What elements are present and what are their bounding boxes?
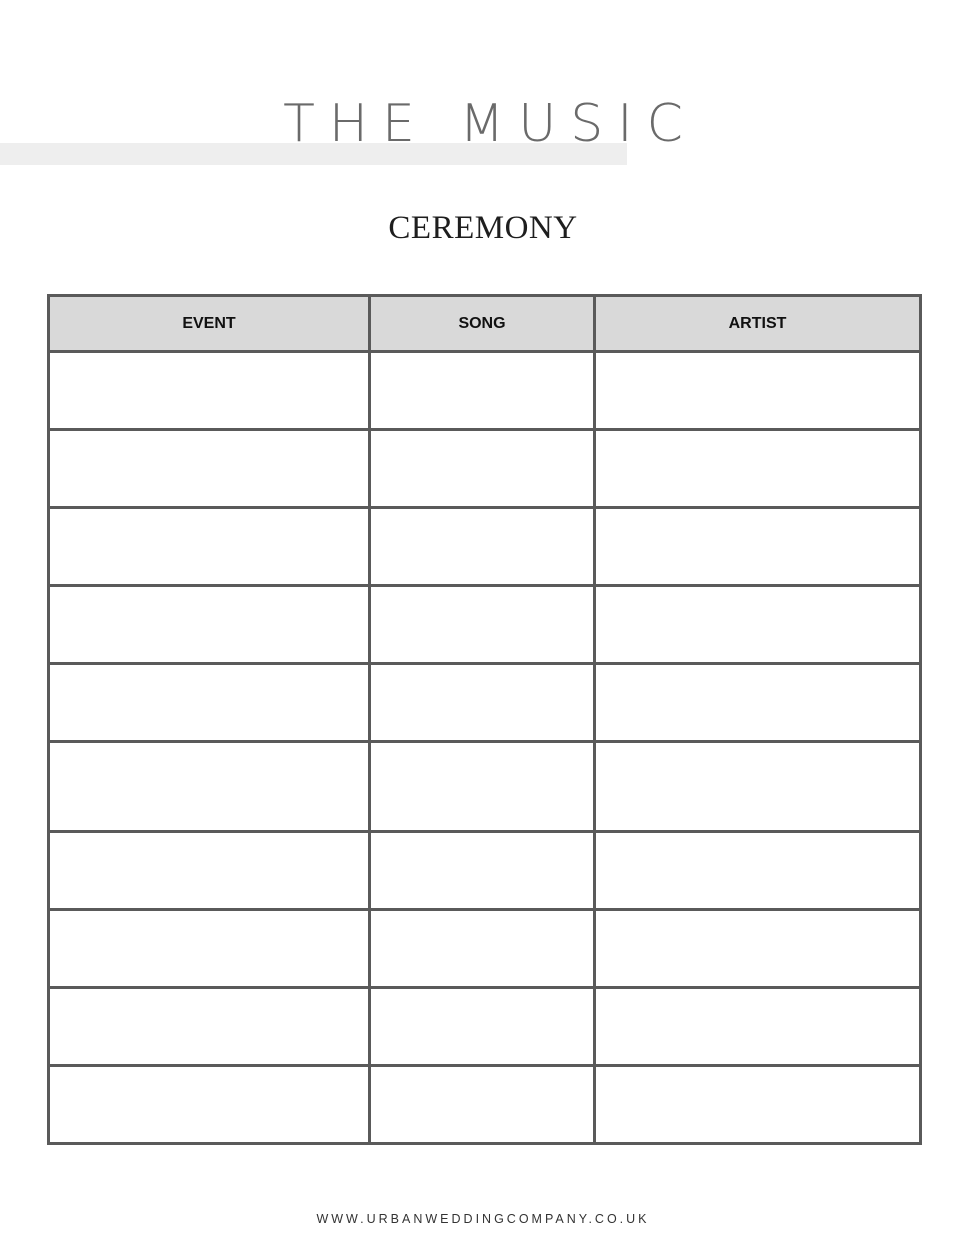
footer-website: WWW.URBANWEDDINGCOMPANY.CO.UK xyxy=(316,1212,650,1226)
artist-cell[interactable] xyxy=(595,1066,921,1144)
artist-cell[interactable] xyxy=(595,910,921,988)
artist-cell[interactable] xyxy=(595,508,921,586)
song-cell[interactable] xyxy=(370,1066,595,1144)
event-cell[interactable] xyxy=(49,664,370,742)
table-row xyxy=(49,988,921,1066)
artist-cell[interactable] xyxy=(595,586,921,664)
artist-cell[interactable] xyxy=(595,352,921,430)
table-row xyxy=(49,742,921,832)
event-cell[interactable] xyxy=(49,742,370,832)
event-cell[interactable] xyxy=(49,586,370,664)
music-table xyxy=(47,294,922,1145)
event-cell[interactable] xyxy=(49,430,370,508)
column-header-artist: ARTIST xyxy=(595,296,921,352)
table-header-row xyxy=(49,296,921,352)
table-row xyxy=(49,430,921,508)
event-cell[interactable] xyxy=(49,352,370,430)
song-cell[interactable] xyxy=(370,664,595,742)
artist-cell[interactable] xyxy=(595,988,921,1066)
event-cell[interactable] xyxy=(49,508,370,586)
artist-cell[interactable] xyxy=(595,832,921,910)
table-row xyxy=(49,1066,921,1144)
song-cell[interactable] xyxy=(370,742,595,832)
section-subtitle: CEREMONY xyxy=(388,210,578,246)
page-title: THE MUSIC xyxy=(283,94,697,154)
song-cell[interactable] xyxy=(370,508,595,586)
artist-cell[interactable] xyxy=(595,742,921,832)
event-cell[interactable] xyxy=(49,1066,370,1144)
column-header-song: SONG xyxy=(370,296,595,352)
table-row xyxy=(49,352,921,430)
table-row xyxy=(49,832,921,910)
table-row xyxy=(49,664,921,742)
event-cell[interactable] xyxy=(49,910,370,988)
song-cell[interactable] xyxy=(370,832,595,910)
event-cell[interactable] xyxy=(49,832,370,910)
song-cell[interactable] xyxy=(370,586,595,664)
artist-cell[interactable] xyxy=(595,430,921,508)
song-cell[interactable] xyxy=(370,352,595,430)
column-header-event: EVENT xyxy=(49,296,370,352)
table-row xyxy=(49,910,921,988)
table-row xyxy=(49,586,921,664)
song-cell[interactable] xyxy=(370,988,595,1066)
artist-cell[interactable] xyxy=(595,664,921,742)
song-cell[interactable] xyxy=(370,910,595,988)
event-cell[interactable] xyxy=(49,988,370,1066)
song-cell[interactable] xyxy=(370,430,595,508)
table-row xyxy=(49,508,921,586)
